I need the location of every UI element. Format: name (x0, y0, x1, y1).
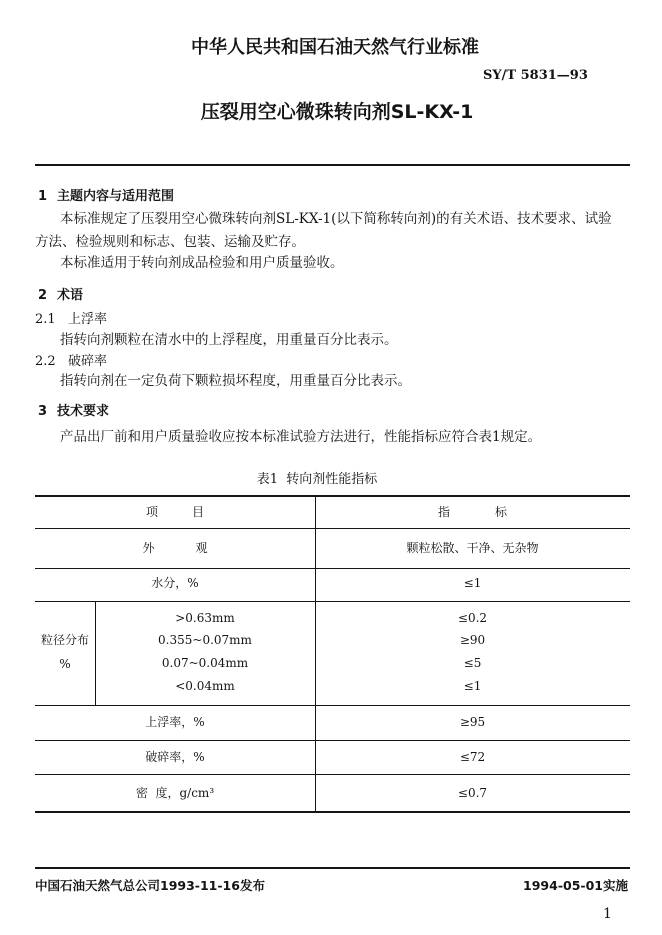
table-caption: 表1 转向剂性能指标 (256, 472, 378, 487)
table-row-appearance-item: 外观 (142, 541, 249, 555)
particle-size-range: 0.355~0.07mm (158, 633, 252, 647)
effective-date: 1994-05-01实施 (523, 878, 628, 893)
section-3-heading: 技术要求 (57, 404, 110, 419)
section-1-number: 1 (38, 189, 48, 204)
table-row-crush-rate-spec: ≤72 (459, 750, 486, 764)
section-2-number: 2 (38, 288, 48, 303)
standard-category: 中华人民共和国石油天然气行业标准 (191, 37, 479, 58)
particle-size-range: >0.63mm (175, 611, 235, 625)
particle-size-spec: ≥90 (459, 633, 486, 647)
particle-size-label: 粒径分布 (40, 633, 89, 647)
term-2-2-name: 破碎率 (68, 354, 108, 369)
table-rule-row (35, 705, 630, 706)
section-2-heading: 术语 (57, 288, 84, 303)
table-row-moisture-spec: ≤1 (463, 576, 482, 590)
table-row-appearance-spec: 颗粒松散、干净、无杂物 (406, 541, 539, 555)
table-rule-row (35, 601, 630, 602)
table-rule-bottom (35, 811, 630, 813)
footer-rule (35, 867, 630, 869)
document-title: 压裂用空心微珠转向剂SL-KX-1 (200, 101, 474, 123)
particle-size-unit: % (59, 657, 71, 671)
particle-size-range: <0.04mm (175, 679, 235, 693)
table-rule-row (35, 568, 630, 569)
table-rule-top (35, 495, 630, 497)
section-3-paragraph: 产品出厂前和用户质量验收应按本标准试验方法进行，性能指标应符合表1规定。 (60, 429, 542, 445)
table-row-density-item: 密 度，g/cm³ (135, 786, 215, 800)
term-2-2-definition: 指转向剂在一定负荷下颗粒损坏程度，用重量百分比表示。 (60, 373, 411, 389)
section-1-paragraph-2: 本标准适用于转向剂成品检验和用户质量验收。 (60, 255, 344, 271)
section-1-heading: 主题内容与适用范围 (57, 189, 175, 204)
particle-size-range: 0.07~0.04mm (161, 656, 249, 670)
section-1-paragraph-1-line-1: 本标准规定了压裂用空心微珠转向剂SL-KX-1(以下简称转向剂)的有关术语、技术要求、试验 (60, 211, 612, 227)
table-header-item: 项目 (145, 505, 238, 519)
section-1-paragraph-1-line-2: 方法、检验规则和标志、包装、运输及贮存。 (35, 234, 305, 250)
table-row-moisture-item: 水分，% (151, 576, 199, 590)
page-number: 1 (603, 906, 612, 922)
table-row-float-rate-item: 上浮率，% (145, 715, 205, 729)
term-2-1-number: 2.1 (35, 312, 56, 327)
section-3-number: 3 (38, 404, 48, 419)
table-row-float-rate-spec: ≥95 (459, 715, 486, 729)
table-header-spec: 指标 (437, 505, 552, 519)
term-2-2-number: 2.2 (35, 354, 56, 369)
term-2-1-definition: 指转向剂颗粒在清水中的上浮程度，用重量百分比表示。 (60, 332, 398, 348)
table-row-density-spec: ≤0.7 (457, 786, 488, 800)
table-rule-header (35, 528, 630, 529)
particle-size-spec: ≤0.2 (457, 611, 488, 625)
issued-date: 中国石油天然气总公司1993-11-16发布 (35, 878, 265, 893)
standard-code: SY/T 5831—93 (483, 68, 588, 83)
particle-size-spec: ≤1 (463, 679, 482, 693)
header-rule (35, 164, 630, 166)
table-row-crush-rate-item: 破碎率，% (145, 750, 205, 764)
table-rule-row (35, 740, 630, 741)
particle-size-spec: ≤5 (463, 656, 482, 670)
term-2-1-name: 上浮率 (68, 312, 108, 327)
table-rule-row (35, 774, 630, 775)
